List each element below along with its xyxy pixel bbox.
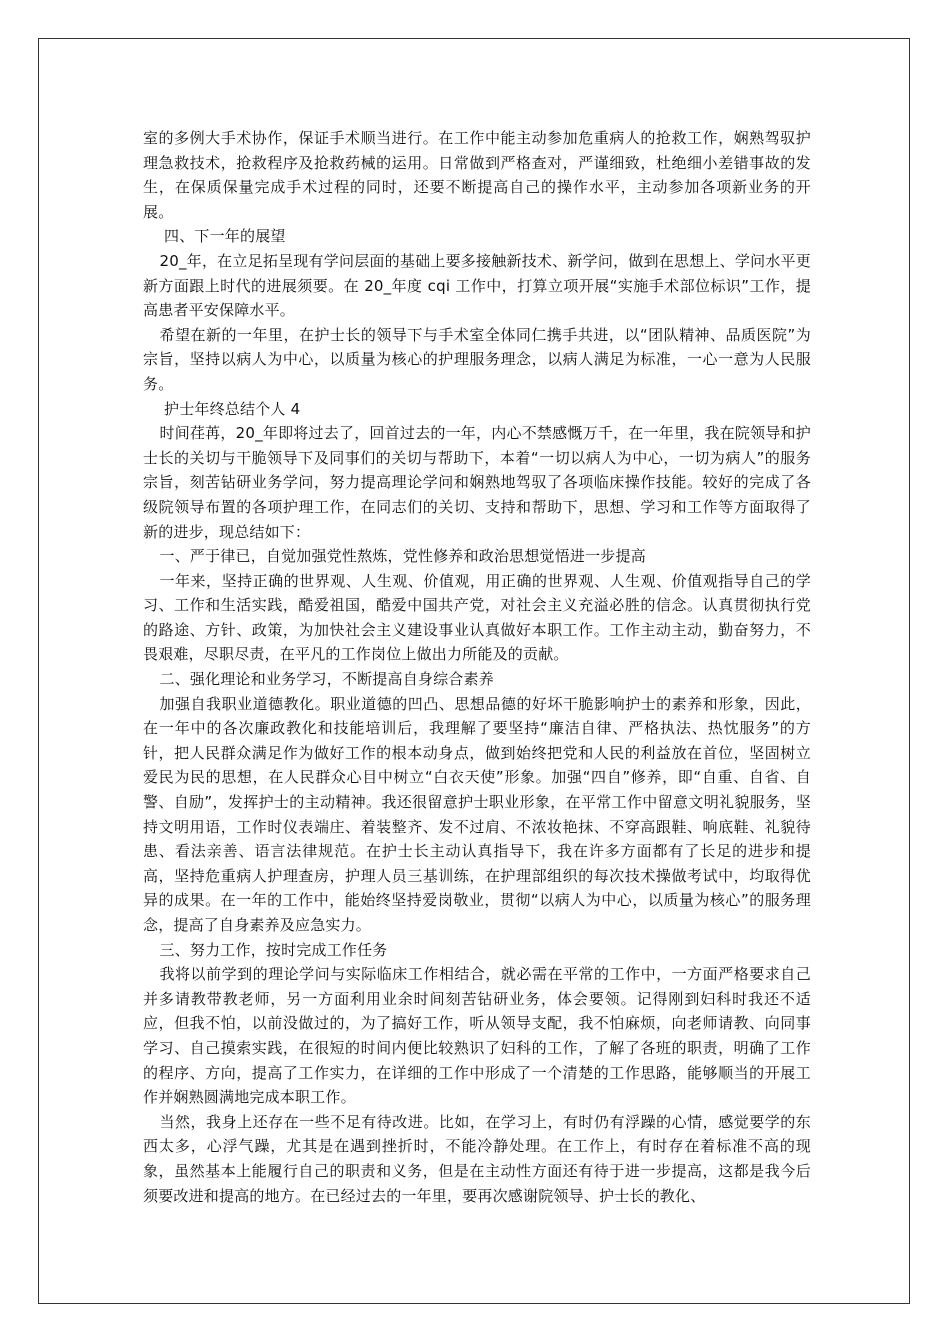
section-heading: 二、强化理论和业务学习，不断提高自身综合素养	[159, 670, 494, 689]
paragraph: 室的多例大手术协作，保证手术顺当进行。在工作中能主动参加危重病人的抢救工作，娴熟驾驭护理急救技术，抢救程序及抢救药械的运用。日常做到严格查对，严谨细致，杜绝细小差错事故的发生，在保质保量完成手术过程的同时，还要不断提高自己的操作水平，主动参加各项新业务的开展。	[143, 129, 811, 221]
section-heading: 三、努力工作，按时完成工作任务	[159, 940, 388, 959]
paragraph: 我将以前学到的理论学问与实际临床工作相结合，就必需在平常的工作中，一方面严格要求自己并多请教带教老师，另一方面利用业余时间刻苦钻研业务，体会要领。记得刚到妇科时我还不适应，但我不怕，以前没做过的，为了搞好工作，听从领导支配，我不怕麻烦，向老师请教、向同事学习、自己摸索实践，在很短的时间内便比较熟识了妇科的工作，了解了各班的职责，明确了工作的程序、方向，提高了工作实力，在详细的工作中形成了一个清楚的工作思路，能够顺当的开展工作并娴熟圆满地完成本职工作。	[143, 965, 811, 1107]
section-heading: 四、下一年的展望	[164, 227, 286, 246]
paragraph: 20_年，在立足拓呈现有学问层面的基础上要多接触新技术、新学问，做到在思想上、学问水平更新方面跟上时代的进展须要。在 20_年度 cqi 工作中，打算立项开展“实施手术部位标识”工作，提高患者平安保障水平。	[143, 251, 811, 320]
document-body	[143, 126, 811, 1208]
paragraph: 希望在新的一年里，在护士长的领导下与手术室全体同仁携手共进，以“团队精神、品质医院”为宗旨，坚持以病人为中心，以质量为核心的护理服务理念，以病人满足为标准，一心一意为人民服务。	[143, 325, 811, 393]
paragraph: 一年来，坚持正确的世界观、人生观、价值观，用正确的世界观、人生观、价值观指导自己的学习、工作和生活实践，酷爱祖国，酷爱中国共产党，对社会主义充溢必胜的信念。认真贯彻执行党的路途、方针、政策，为加快社会主义建设事业认真做好本职工作。工作主动主动，勤奋努力，不畏艰难，尽职尽责，在平凡的工作岗位上做出力所能及的贡献。	[143, 571, 811, 664]
paragraph: 时间荏苒，20_年即将过去了，回首过去的一年，内心不禁感慨万千，在一年里，我在院领导和护士长的关切与干脆领导下及同事们的关切与帮助下，本着“一切以病人为中心，一切为病人”的服务宗旨，刻苦钻研业务学问，努力提高理论学问和娴熟地驾驭了各项临床操作技能。较好的完成了各级院领导布置的各项护理工作，在同志们的关切、支持和帮助下，思想、学习和工作等方面取得了新的进步，现总结如下：	[143, 424, 811, 541]
paragraph: 加强自我职业道德教化。职业道德的凹凸、思想品德的好坏干脆影响护士的素养和形象，因此，在一年中的各次廉政教化和技能培训后，我理解了要坚持“廉洁自律、严格执法、热忱服务”的方针，把人民群众满足作为做好工作的根本动身点，做到始终把党和人民的利益放在首位，坚固树立爱民为民的思想，在人民群众心目中树立“白衣天使”形象。加强“四自”修养，即“自重、自省、自警、自励”，发挥护士的主动精神。我还很留意护士职业形象，在平常工作中留意文明礼貌服务，坚持文明用语，工作时仪表端庄、着装整齐、发不过肩、不浓妆艳抹、不穿高跟鞋、响底鞋、礼貌待患、看法亲善、语言法律规范。在护士长主动认真指导下，我在许多方面都有了长足的进步和提高，坚持危重病人护理查房，护理人员三基训练，在护理部组织的每次技术操做考试中，均取得优异的成果。在一年的工作中，能始终坚持爱岗敬业，贯彻“以病人为中心，以质量为核心”的服务理念，提高了自身素养及应急实力。	[143, 694, 811, 934]
section-title: 护士年终总结个人 4	[164, 399, 301, 418]
section-heading: 一、严于律已，自觉加强党性熬炼，党性修养和政治思想觉悟进一步提高	[159, 547, 646, 566]
paragraph: 当然，我身上还存在一些不足有待改进。比如，在学习上，有时仍有浮躁的心情，感觉要学的东西太多，心浮气躁，尤其是在遇到挫折时，不能冷静处理。在工作上，有时存在着标准不高的现象，虽然基本上能履行自己的职责和义务，但是在主动性方面还有待于进一步提高，这都是我今后须要改进和提高的地方。在已经过去的一年里，要再次感谢院领导、护士长的教化、	[143, 1112, 811, 1205]
